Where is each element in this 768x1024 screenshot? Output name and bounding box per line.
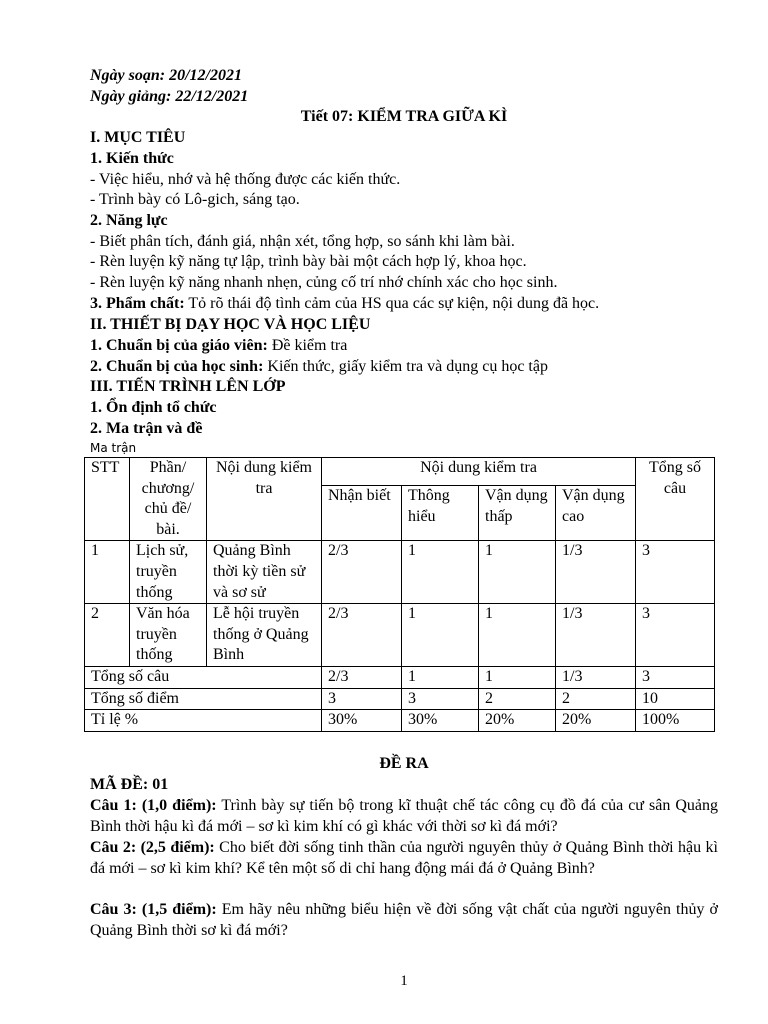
cell-total: 3 (636, 604, 715, 667)
header-content: Nội dung kiểm tra (207, 458, 322, 541)
section-1-heading: I. MỤC TIÊU (90, 129, 186, 146)
cell-understanding: 3 (402, 688, 479, 710)
page-number: 1 (400, 973, 408, 989)
cell-high-application: 20% (556, 710, 636, 732)
cell-total: 10 (636, 688, 715, 710)
knowledge-item-2: - Trình bày có Lô-gich, sáng tạo. (90, 191, 300, 208)
question-2 (90, 838, 718, 879)
cell-content: Lễ hội truyền thống ở Quảng Bình (207, 604, 322, 667)
competence-heading: 2. Năng lực (90, 212, 168, 229)
student-prep-text: Kiến thức, giấy kiểm tra và dụng cụ học tập (263, 358, 548, 375)
cell-content: Quảng Bình thời kỳ tiền sử và sơ sử (207, 541, 322, 604)
table-header-row (85, 458, 715, 486)
quality-label: 3. Phẩm chất: (90, 295, 185, 312)
cell-summary-label: Tỉ lệ % (85, 710, 322, 732)
question-2-label: Câu 2: (2,5 điểm): (90, 839, 215, 856)
teaching-date: Ngày giảng: 22/12/2021 (90, 88, 249, 105)
quality-text: Tỏ rõ thái độ tình cảm của HS qua các sự kiện, nội dung đã học. (184, 295, 600, 312)
matrix-caption: Ma trận (90, 441, 137, 455)
quality-line (90, 294, 599, 315)
cell-low-application: 1 (479, 604, 556, 667)
cell-section: Lịch sử, truyền thống (130, 541, 207, 604)
cell-understanding: 1 (402, 666, 479, 688)
question-3 (90, 900, 718, 941)
question-1 (90, 796, 718, 837)
table-summary-row (85, 666, 715, 688)
cell-high-application: 2 (556, 688, 636, 710)
preparation-date: Ngày soạn: 20/12/2021 (90, 67, 242, 84)
cell-total: 3 (636, 666, 715, 688)
table-row (85, 541, 715, 604)
header-section: Phần/ chương/ chủ đề/ bài. (130, 458, 207, 541)
knowledge-heading: 1. Kiến thức (90, 150, 174, 167)
question-2-text: Cho biết đời sống tinh thần của người nguyên thủy ở Quảng Bình thời hậu kì đá mới – sơ kì kim khí? Kể tên một số di chỉ hang động mái đá ở Quảng Bình? (90, 839, 718, 877)
cell-section: Văn hóa truyền thống (130, 604, 207, 667)
question-3-text: Em hãy nêu những biểu hiện về đời sống vật chất của người nguyên thủy ở Quảng Bình thời sơ kì đá mới? (90, 901, 719, 939)
exam-heading: ĐỀ RA (379, 755, 429, 772)
cell-high-application: 1/3 (556, 604, 636, 667)
header-low-application: Vận dụng thấp (479, 486, 556, 541)
competence-item-3: - Rèn luyện kỹ năng nhanh nhẹn, củng cố trí nhớ chính xác cho học sinh. (90, 274, 558, 291)
table-row (85, 604, 715, 667)
section-2-heading: II. THIẾT BỊ DẠY HỌC VÀ HỌC LIỆU (90, 316, 371, 333)
question-1-label: Câu 1: (1,0 điểm): (90, 797, 217, 814)
cell-understanding: 1 (402, 604, 479, 667)
cell-low-application: 2 (479, 688, 556, 710)
student-prep-line (90, 357, 548, 378)
exam-code: MÃ ĐỀ: 01 (90, 776, 169, 793)
cell-recognition: 2/3 (322, 604, 402, 667)
competence-item-2: - Rèn luyện kỹ năng tự lập, trình bày bài một cách hợp lý, khoa học. (90, 253, 527, 270)
header-total-questions: Tổng số câu (636, 458, 715, 541)
teacher-prep-label: 1. Chuẩn bị của giáo viên: (90, 337, 268, 354)
cell-understanding: 30% (402, 710, 479, 732)
cell-high-application: 1/3 (556, 666, 636, 688)
teacher-prep-text: Đề kiểm tra (267, 337, 348, 354)
header-understanding: Thông hiểu (402, 486, 479, 541)
teacher-prep-line (90, 336, 347, 357)
cell-low-application: 1 (479, 666, 556, 688)
question-3-label: Câu 3: (1,5 điểm): (90, 901, 217, 918)
assessment-matrix-table (84, 457, 715, 732)
table-summary-row (85, 688, 715, 710)
competence-item-1: - Biết phân tích, đánh giá, nhận xét, tổng hợp, so sánh khi làm bài. (90, 233, 515, 250)
knowledge-item-1: - Việc hiểu, nhớ và hệ thống được các kiến thức. (90, 171, 401, 188)
table-summary-row (85, 710, 715, 732)
header-high-application: Vận dụng cao (556, 486, 636, 541)
cell-low-application: 20% (479, 710, 556, 732)
cell-summary-label: Tổng số điểm (85, 688, 322, 710)
cell-low-application: 1 (479, 541, 556, 604)
student-prep-label: 2. Chuẩn bị của học sinh: (90, 358, 264, 375)
section-3-heading: III. TIẾN TRÌNH LÊN LỚP (90, 378, 286, 395)
header-stt: STT (85, 458, 130, 541)
cell-summary-label: Tổng số câu (85, 666, 322, 688)
cell-recognition: 2/3 (322, 541, 402, 604)
header-content-group: Nội dung kiểm tra (322, 458, 636, 486)
document-title: Tiết 07: KIỂM TRA GIỮA KÌ (300, 108, 508, 125)
cell-recognition: 2/3 (322, 666, 402, 688)
question-1-text: Trình bày sự tiến bộ trong kĩ thuật chế tác công cụ đồ đá của cư sân Quảng Bình thời hậu kì đá mới – sơ kì kim khí có gì khác với thời sơ kì đá mới? (90, 797, 718, 835)
cell-recognition: 3 (322, 688, 402, 710)
cell-recognition: 30% (322, 710, 402, 732)
cell-stt: 2 (85, 604, 130, 667)
cell-total: 3 (636, 541, 715, 604)
cell-stt: 1 (85, 541, 130, 604)
cell-high-application: 1/3 (556, 541, 636, 604)
organization-heading: 1. Ổn định tổ chức (90, 399, 217, 416)
header-recognition: Nhận biết (322, 486, 402, 541)
matrix-and-exam-heading: 2. Ma trận và đề (90, 420, 203, 437)
cell-understanding: 1 (402, 541, 479, 604)
cell-total: 100% (636, 710, 715, 732)
